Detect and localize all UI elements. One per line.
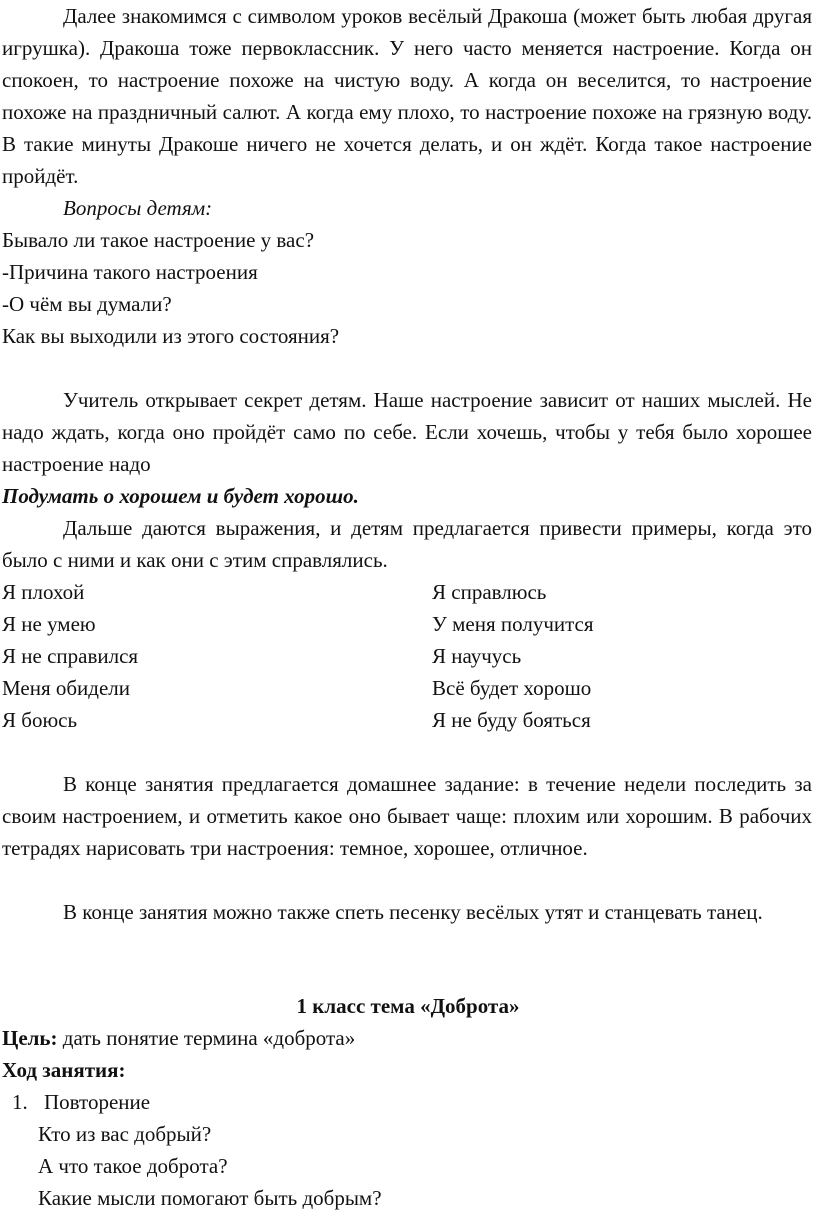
question-3: -О чём вы думали?	[2, 292, 172, 316]
question-1: Бывало ли такое настроение у вас?	[2, 228, 315, 252]
closing-paragraph: В конце занятия можно также спеть песенку весёлых утят и станцевать танец.	[63, 900, 763, 924]
expression-negative: Я плохой	[2, 580, 85, 604]
question-4: Как вы выходили из этого состояния?	[2, 324, 340, 348]
expressions-intro-paragraph: Дальше даются выражения, и детям предлагается привести примеры, когда это было с ними и как они с этим справлялись.	[2, 516, 812, 572]
intro-paragraph: Далее знакомимся с символом уроков весёлый Дракоша (может быть любая другая игрушка). Дракоша тоже первоклассник. У него часто меняется настроение. Когда он спокоен, то настроение похоже на чистую воду. А когда он веселится, то настроение похоже на праздничный салют. А когда ему плохо, то настроение похоже на грязную воду. В такие минуты Дракоше ничего не хочется делать, и он ждёт. Когда такое настроение пройдёт.	[2, 4, 812, 188]
expression-positive: У меня получится	[432, 612, 594, 636]
sub-question-1: Кто из вас добрый?	[38, 1122, 212, 1146]
homework-paragraph: В конце занятия предлагается домашнее задание: в течение недели последить за своим настроением, и отметить какое оно бывает чаще: плохим или хорошим. В рабочих тетрадях нарисовать три настроения: темное, хорошее, отличное.	[2, 772, 812, 860]
expression-negative: Меня обидели	[2, 676, 131, 700]
list-item-number: 1.	[12, 1090, 28, 1114]
expression-negative: Я не справился	[2, 644, 139, 668]
expression-positive: Всё будет хорошо	[432, 676, 592, 700]
expression-positive: Я не буду бояться	[432, 708, 591, 732]
motto: Подумать о хорошем и будет хорошо.	[2, 484, 359, 508]
sub-question-2: А что такое доброта?	[38, 1154, 228, 1178]
sub-question-3: Какие мысли помогают быть добрым?	[38, 1186, 382, 1210]
expression-positive: Я справлюсь	[432, 580, 547, 604]
question-2: -Причина такого настроения	[2, 260, 258, 284]
progress-label: Ход занятия:	[2, 1058, 126, 1082]
expression-positive: Я научусь	[432, 644, 522, 668]
lesson-heading: 1 класс тема «Доброта»	[296, 994, 520, 1018]
list-item-repetition: Повторение	[44, 1090, 151, 1114]
goal-text: дать понятие термина «доброта»	[57, 1026, 356, 1050]
secret-paragraph: Учитель открывает секрет детям. Наше настроение зависит от наших мыслей. Не надо ждать, когда оно пройдёт само по себе. Если хочешь, чтобы у тебя было хорошее настроение надо	[2, 388, 812, 476]
expression-negative: Я боюсь	[2, 708, 78, 732]
expression-negative: Я не умею	[2, 612, 96, 636]
goal-label: Цель:	[2, 1026, 58, 1050]
goal-line	[2, 1022, 355, 1054]
questions-label: Вопросы детям:	[63, 196, 213, 220]
